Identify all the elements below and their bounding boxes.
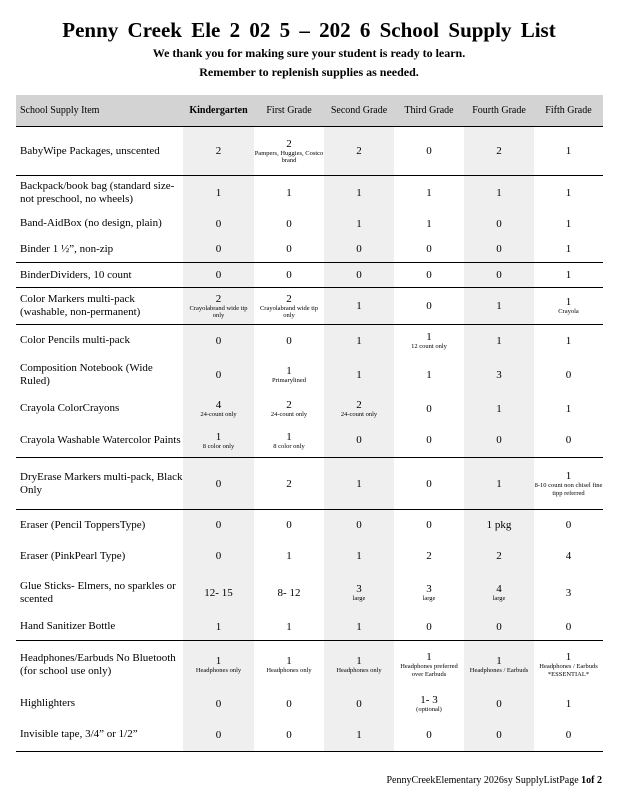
table-row	[16, 458, 603, 510]
quantity-value: 1	[565, 651, 572, 664]
quantity-cell	[534, 424, 603, 458]
table-row	[16, 288, 603, 325]
quantity-note: large	[492, 594, 506, 602]
quantity-cell	[183, 541, 254, 572]
quantity-value: 0	[286, 334, 292, 347]
quantity-cell	[394, 689, 464, 719]
quantity-value: 0	[215, 269, 222, 281]
quantity-value: 1	[356, 477, 362, 490]
quantity-value: 0	[215, 728, 222, 741]
quantity-value: 1	[215, 430, 222, 443]
quantity-value: 1	[565, 470, 572, 482]
quantity-cell	[394, 263, 464, 288]
quantity-cell	[324, 263, 394, 288]
quantity-value: 2	[215, 292, 222, 305]
quantity-value: 0	[286, 519, 292, 532]
column-header-kindergarten: Kindergarten	[183, 95, 254, 127]
quantity-note: Headphones / Earbuds	[469, 667, 529, 674]
quantity-value: 0	[496, 697, 502, 710]
quantity-cell	[254, 127, 324, 176]
quantity-cell	[464, 424, 534, 458]
quantity-cell	[324, 288, 394, 325]
quantity-cell	[464, 357, 534, 394]
quantity-cell	[534, 614, 603, 641]
quantity-cell	[254, 357, 324, 394]
quantity-cell	[464, 572, 534, 614]
table-row	[16, 614, 603, 641]
supply-item-name: Binder 1 ½”, non-zip	[16, 237, 183, 263]
table-header-row	[16, 95, 603, 127]
quantity-cell	[183, 263, 254, 288]
table-row	[16, 424, 603, 458]
quantity-cell	[464, 510, 534, 541]
quantity-cell	[464, 689, 534, 719]
quantity-cell	[534, 510, 603, 541]
quantity-cell	[394, 719, 464, 752]
quantity-cell	[324, 127, 394, 176]
quantity-value: 1	[565, 402, 572, 415]
quantity-cell	[394, 572, 464, 614]
quantity-cell	[534, 641, 603, 689]
quantity-cell	[183, 689, 254, 719]
table-row	[16, 211, 603, 237]
quantity-value: 1	[565, 145, 572, 157]
quantity-value: 1	[496, 402, 502, 415]
quantity-cell	[254, 211, 324, 237]
quantity-value: 0	[496, 728, 502, 741]
quantity-value: 1	[496, 187, 502, 200]
quantity-value: 1	[356, 655, 362, 667]
quantity-value: 0	[496, 243, 502, 256]
quantity-value: 1	[286, 620, 292, 633]
quantity-cell	[254, 510, 324, 541]
quantity-value: 8- 12	[277, 586, 301, 599]
quantity-value: 1- 3	[420, 693, 438, 706]
table-row	[16, 325, 603, 357]
quantity-value: 0	[356, 434, 362, 447]
quantity-cell	[183, 237, 254, 263]
quantity-note: 8-10 count non chisel fine tipp referred	[534, 482, 603, 497]
table-row	[16, 541, 603, 572]
quantity-value: 0	[215, 550, 222, 562]
quantity-cell	[534, 541, 603, 572]
quantity-cell	[254, 572, 324, 614]
quantity-cell	[534, 288, 603, 325]
quantity-value: 1	[426, 217, 432, 230]
quantity-cell	[183, 288, 254, 325]
quantity-value: 0	[565, 434, 572, 447]
quantity-note: 24-count only	[340, 410, 378, 418]
quantity-cell	[464, 176, 534, 211]
quantity-value: 3	[496, 369, 502, 381]
quantity-value: 2	[496, 550, 502, 562]
quantity-note: (optional)	[416, 705, 442, 713]
quantity-value: 1	[356, 369, 362, 381]
supply-item-name: Invisible tape, 3/4” or 1/2”	[16, 719, 183, 752]
quantity-value: 1	[215, 187, 222, 200]
quantity-value: 1	[356, 620, 362, 633]
table-row	[16, 127, 603, 176]
quantity-value: 0	[565, 519, 572, 532]
quantity-cell	[464, 288, 534, 325]
quantity-value: 0	[215, 477, 222, 490]
quantity-value: 1	[496, 477, 502, 490]
quantity-cell	[464, 641, 534, 689]
column-header-fifth-grade: Fifth Grade	[534, 95, 603, 127]
quantity-value: 0	[215, 217, 222, 230]
quantity-note: Headphones only	[266, 667, 312, 674]
quantity-value: 1	[286, 655, 292, 667]
quantity-value: 0	[356, 243, 362, 256]
supply-item-name: Backpack/book bag (standard size-not preschool, no wheels)	[20, 180, 175, 206]
quantity-value: 2	[356, 398, 362, 411]
quantity-value: 0	[426, 519, 432, 532]
quantity-value: 0	[426, 145, 432, 157]
quantity-value: 3	[356, 582, 362, 595]
quantity-cell	[464, 325, 534, 357]
quantity-cell	[183, 424, 254, 458]
supply-item-name: Hand Sanitizer Bottle	[16, 614, 183, 641]
supply-item-name: Eraser (PinkPearl Type)	[20, 549, 126, 562]
quantity-cell	[464, 394, 534, 424]
quantity-value: 1	[426, 369, 432, 381]
quantity-cell	[183, 176, 254, 211]
quantity-cell	[324, 357, 394, 394]
quantity-cell	[394, 357, 464, 394]
quantity-value: 1	[565, 296, 572, 309]
table-row	[16, 689, 603, 719]
quantity-cell	[464, 263, 534, 288]
quantity-note: Headphones only	[336, 667, 382, 674]
quantity-cell	[534, 719, 603, 752]
quantity-cell	[183, 614, 254, 641]
quantity-value: 0	[565, 369, 572, 381]
quantity-cell	[324, 572, 394, 614]
quantity-cell	[324, 614, 394, 641]
quantity-cell	[464, 127, 534, 176]
quantity-cell	[254, 325, 324, 357]
quantity-value: 1	[565, 334, 572, 347]
quantity-value: 1	[356, 334, 362, 347]
quantity-cell	[324, 237, 394, 263]
quantity-cell	[534, 357, 603, 394]
quantity-value: 0	[215, 519, 222, 532]
quantity-note: Primarylined	[272, 377, 306, 385]
quantity-note: 24-count only	[270, 410, 308, 418]
column-header-second-grade: Second Grade	[324, 95, 394, 127]
quantity-cell	[254, 641, 324, 689]
quantity-value: 2	[215, 145, 222, 157]
quantity-value: 1	[565, 697, 572, 710]
quantity-note: Headphones / Earbuds *ESSENTIAL*	[539, 663, 598, 678]
column-header-third-grade: Third Grade	[394, 95, 464, 127]
quantity-cell	[464, 237, 534, 263]
supply-item-name: Crayola Washable Watercolor Paints	[16, 424, 183, 458]
quantity-cell	[464, 541, 534, 572]
quantity-cell	[394, 288, 464, 325]
quantity-cell	[534, 689, 603, 719]
quantity-cell	[254, 263, 324, 288]
quantity-value: 1	[356, 300, 362, 312]
quantity-value: 0	[426, 300, 432, 312]
quantity-value: 0	[215, 697, 222, 710]
quantity-cell	[254, 288, 324, 325]
quantity-cell	[534, 211, 603, 237]
quantity-value: 1 pkg	[486, 519, 512, 532]
quantity-note: large	[352, 594, 366, 602]
quantity-value: 1	[496, 334, 502, 347]
quantity-value: 1	[496, 655, 502, 667]
quantity-cell	[254, 614, 324, 641]
quantity-value: 4	[496, 582, 502, 595]
quantity-note: Crayolabrand wide tip only	[259, 304, 319, 319]
quantity-value: 0	[426, 434, 432, 447]
supply-item-name: Color Markers multi-pack (washable, non-permanent)	[16, 288, 183, 325]
quantity-cell	[183, 458, 254, 510]
supply-table-body	[16, 127, 603, 752]
quantity-cell	[254, 237, 324, 263]
quantity-value: 1	[565, 269, 572, 281]
quantity-note: 12 count only	[411, 343, 447, 350]
quantity-cell	[324, 719, 394, 752]
table-row	[16, 572, 603, 614]
quantity-cell	[254, 689, 324, 719]
quantity-value: 0	[286, 697, 292, 710]
quantity-value: 4	[215, 398, 222, 411]
quantity-value: 1	[426, 651, 432, 664]
quantity-cell	[324, 510, 394, 541]
quantity-cell	[254, 424, 324, 458]
quantity-cell	[254, 541, 324, 572]
quantity-cell	[394, 614, 464, 641]
quantity-cell	[394, 325, 464, 357]
quantity-cell	[254, 719, 324, 752]
quantity-value: 4	[565, 550, 572, 562]
supply-item-name: Headphones/Earbuds No Bluetooth (for school use only)	[20, 651, 176, 677]
quantity-cell	[464, 211, 534, 237]
quantity-value: 1	[356, 550, 362, 562]
supply-item-name: Band-AidBox (no design, plain)	[20, 217, 162, 229]
quantity-cell	[183, 325, 254, 357]
quantity-cell	[464, 614, 534, 641]
quantity-cell	[324, 394, 394, 424]
quantity-cell	[534, 394, 603, 424]
quantity-cell	[394, 127, 464, 176]
quantity-cell	[534, 325, 603, 357]
quantity-cell	[534, 458, 603, 510]
quantity-cell	[183, 641, 254, 689]
quantity-value: 2	[286, 137, 292, 150]
quantity-value: 1	[215, 655, 222, 667]
quantity-value: 2	[426, 550, 432, 562]
quantity-cell	[183, 211, 254, 237]
quantity-value: 1	[565, 217, 572, 230]
quantity-cell	[394, 458, 464, 510]
quantity-cell	[324, 458, 394, 510]
quantity-value: 0	[356, 519, 362, 532]
quantity-cell	[534, 572, 603, 614]
quantity-cell	[324, 176, 394, 211]
table-row	[16, 176, 603, 211]
quantity-value: 0	[426, 402, 432, 415]
quantity-note: 8 color only	[202, 442, 235, 450]
column-header-item: School Supply Item	[16, 95, 183, 127]
quantity-value: 0	[286, 243, 292, 256]
quantity-cell	[534, 237, 603, 263]
supply-table	[16, 95, 603, 752]
quantity-value: 1	[565, 243, 572, 256]
quantity-cell	[534, 176, 603, 211]
quantity-value: 2	[286, 398, 292, 411]
table-row	[16, 719, 603, 752]
quantity-value: 0	[286, 269, 292, 281]
quantity-cell	[183, 127, 254, 176]
quantity-value: 0	[356, 697, 362, 710]
quantity-value: 2	[356, 145, 362, 157]
quantity-cell	[183, 719, 254, 752]
quantity-note: Pampers, Huggies, Costco brand	[254, 149, 324, 164]
quantity-value: 1	[496, 300, 502, 312]
quantity-cell	[183, 572, 254, 614]
quantity-value: 0	[496, 620, 502, 633]
supply-item-name: BinderDividers, 10 count	[16, 263, 183, 288]
quantity-value: 0	[356, 269, 362, 281]
supply-item-name: Highlighters	[20, 697, 75, 709]
quantity-note: 8 color only	[273, 442, 305, 450]
quantity-cell	[394, 211, 464, 237]
table-row	[16, 237, 603, 263]
table-row	[16, 357, 603, 394]
quantity-value: 0	[286, 217, 292, 230]
quantity-value: 2	[286, 477, 292, 490]
quantity-cell	[324, 541, 394, 572]
quantity-value: 12- 15	[204, 586, 233, 599]
subtitle-thanks: We thank you for making sure your student is ready to learn.	[152, 46, 466, 60]
quantity-value: 0	[215, 334, 222, 347]
footer-page-number: 1of 2	[581, 775, 602, 786]
quantity-value: 1	[356, 187, 362, 200]
quantity-value: 0	[565, 620, 572, 633]
column-header-first-grade: First Grade	[254, 95, 324, 127]
quantity-value: 0	[426, 269, 432, 281]
quantity-value: 1	[565, 187, 572, 200]
supply-item-name: BabyWipe Packages, unscented	[16, 127, 183, 176]
quantity-note: large	[422, 594, 436, 602]
quantity-cell	[464, 458, 534, 510]
quantity-cell	[394, 394, 464, 424]
table-row	[16, 641, 603, 689]
supply-item-name: Color Pencils multi-pack	[20, 334, 130, 347]
quantity-cell	[394, 641, 464, 689]
quantity-value: 1	[426, 331, 432, 343]
quantity-cell	[183, 510, 254, 541]
quantity-value: 0	[286, 728, 292, 741]
quantity-value: 3	[565, 586, 572, 599]
quantity-value: 0	[496, 217, 502, 230]
quantity-cell	[324, 689, 394, 719]
quantity-cell	[254, 394, 324, 424]
quantity-note: Headphones only	[195, 667, 242, 674]
quantity-cell	[394, 541, 464, 572]
quantity-cell	[464, 719, 534, 752]
quantity-cell	[394, 176, 464, 211]
quantity-value: 0	[215, 369, 222, 381]
column-header-fourth-grade: Fourth Grade	[464, 95, 534, 127]
quantity-cell	[324, 641, 394, 689]
quantity-value: 2	[496, 145, 502, 157]
supply-item-name: Crayola ColorCrayons	[20, 402, 120, 414]
quantity-cell	[183, 394, 254, 424]
quantity-value: 3	[426, 582, 432, 595]
table-row	[16, 510, 603, 541]
quantity-value: 0	[426, 728, 432, 741]
quantity-value: 0	[426, 620, 432, 633]
quantity-cell	[254, 458, 324, 510]
quantity-value: 1	[286, 365, 292, 378]
quantity-cell	[324, 325, 394, 357]
quantity-cell	[394, 424, 464, 458]
quantity-cell	[254, 176, 324, 211]
quantity-value: 0	[565, 728, 572, 741]
quantity-value: 1	[286, 430, 292, 443]
table-row	[16, 263, 603, 288]
quantity-value: 0	[426, 477, 432, 490]
quantity-cell	[534, 127, 603, 176]
quantity-cell	[534, 263, 603, 288]
quantity-value: 1	[356, 728, 362, 741]
quantity-cell	[183, 357, 254, 394]
quantity-cell	[394, 237, 464, 263]
quantity-value: 1	[286, 187, 292, 200]
supply-item-name: DryErase Markers multi-pack, Black Only	[16, 458, 183, 510]
supply-item-name: Composition Notebook (Wide Ruled)	[20, 362, 153, 387]
quantity-value: 0	[215, 243, 222, 256]
page-title: Penny Creek Ele 2 02 5 – 202 6 School Supply List	[62, 18, 556, 42]
quantity-value: 0	[496, 269, 502, 281]
quantity-value: 1	[426, 187, 432, 200]
footer-text: PennyCreekElementary 2026sy SupplyListPage	[386, 775, 582, 786]
quantity-value: 0	[426, 243, 432, 256]
quantity-value: 1	[215, 620, 222, 633]
subtitle-reminder: Remember to replenish supplies as needed.	[199, 65, 419, 79]
quantity-cell	[394, 510, 464, 541]
quantity-value: 0	[496, 434, 502, 447]
quantity-value: 1	[286, 550, 292, 562]
quantity-cell	[324, 424, 394, 458]
quantity-note: Crayola	[558, 308, 579, 316]
supply-item-name: Eraser (Pencil ToppersType)	[20, 518, 146, 531]
quantity-note: Crayolabrand wide tip only	[189, 304, 248, 319]
quantity-value: 1	[356, 217, 362, 230]
quantity-note: Headphones preferred over Earbuds	[400, 663, 458, 678]
supply-item-name: Glue Sticks- Elmers, no sparkles or scented	[20, 579, 176, 605]
table-row	[16, 394, 603, 424]
quantity-note: 24-count only	[200, 410, 237, 418]
quantity-value: 2	[286, 292, 292, 305]
page-footer	[386, 775, 602, 786]
quantity-cell	[324, 211, 394, 237]
